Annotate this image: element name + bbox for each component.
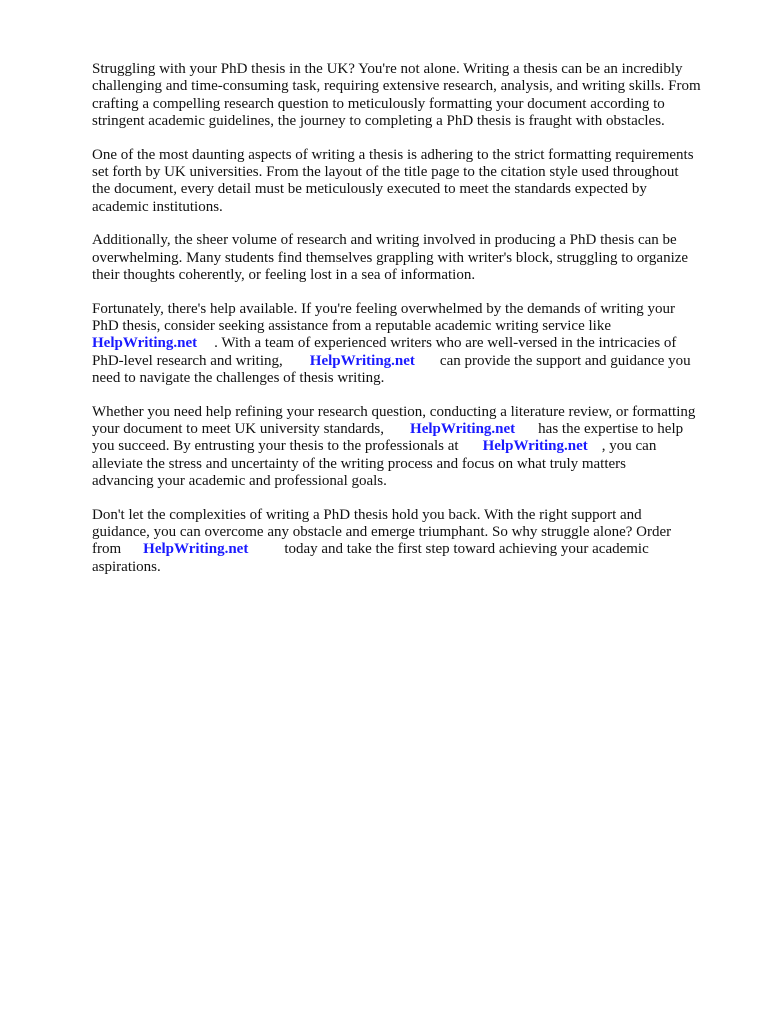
paragraph-line: Whether you need help refining your research question, conducting a literature review, or formatting (92, 403, 696, 420)
paragraph-text: has the expertise to help (538, 421, 684, 438)
document-body (92, 61, 722, 592)
paragraph-line: academic institutions. (92, 198, 223, 215)
paragraph-text: PhD-level research and writing, (92, 352, 283, 369)
paragraph-line: their thoughts coherently, or feeling lost in a sea of information. (92, 266, 476, 283)
paragraph-line: overwhelming. Many students find themselves grappling with writer's block, struggling to organize (92, 249, 689, 266)
paragraph-line: One of the most daunting aspects of writing a thesis is adhering to the strict formatting requirements (92, 146, 694, 163)
paragraph-line: stringent academic guidelines, the journey to completing a PhD thesis is fraught with obstacles. (92, 112, 665, 129)
paragraph-line: guidance, you can overcome any obstacle and emerge triumphant. So why struggle alone? Order (92, 524, 672, 541)
paragraph-line: Struggling with your PhD thesis in the UK? You're not alone. Writing a thesis can be an incredibly (92, 61, 683, 77)
paragraph-line: alleviate the stress and uncertainty of the writing process and focus on what truly matters (92, 455, 627, 472)
paragraph-text: from (92, 541, 122, 558)
paragraph-text: today and take the first step toward achieving your academic (284, 541, 649, 558)
paragraph-text: your document to meet UK university standards, (92, 421, 385, 438)
paragraph-line: Don't let the complexities of writing a PhD thesis hold you back. With the right support and (92, 506, 642, 523)
paragraph-line (92, 335, 722, 352)
paragraph-6 (92, 507, 722, 576)
paragraph-line: Fortunately, there's help available. If you're feeling overwhelmed by the demands of writing your (92, 300, 676, 317)
paragraph-5 (92, 404, 722, 490)
paragraph-line: the document, every detail must be meticulously executed to meet the standards expected by (92, 181, 647, 198)
paragraph-line: set forth by UK universities. From the layout of the title page to the citation style used throughout (92, 163, 679, 180)
paragraph-line: challenging and time-consuming task, requiring extensive research, analysis, and writing skills. From (92, 78, 701, 95)
paragraph-line (92, 438, 722, 455)
paragraph-line: advancing your academic and professional goals. (92, 472, 387, 489)
paragraph-text: can provide the support and guidance you (439, 352, 691, 369)
paragraph-line: crafting a compelling research question to meticulously formatting your document according to (92, 95, 665, 112)
paragraph-line: aspirations. (92, 558, 161, 575)
paragraph-line (92, 541, 722, 558)
helpwriting-link[interactable]: HelpWriting.net (410, 421, 516, 438)
paragraph-3 (92, 232, 722, 284)
paragraph-text: you succeed. By entrusting your thesis to the professionals at (92, 438, 459, 455)
paragraph-line: Additionally, the sheer volume of research and writing involved in producing a PhD thesis can be (92, 232, 677, 249)
paragraph-2 (92, 147, 722, 216)
paragraph-1 (92, 61, 722, 130)
helpwriting-link[interactable]: HelpWriting.net (482, 438, 588, 455)
paragraph-line (92, 421, 722, 438)
helpwriting-link[interactable]: HelpWriting.net (143, 541, 249, 558)
paragraph-text: , you can (601, 438, 657, 455)
paragraph-4 (92, 301, 722, 387)
paragraph-line: need to navigate the challenges of thesis writing. (92, 369, 385, 386)
helpwriting-link[interactable]: HelpWriting.net (92, 335, 198, 352)
helpwriting-link[interactable]: HelpWriting.net (309, 352, 415, 369)
paragraph-line: PhD thesis, consider seeking assistance from a reputable academic writing service like (92, 318, 611, 335)
paragraph-line (92, 353, 722, 370)
paragraph-text: . With a team of experienced writers who are well-versed in the intricacies of (214, 335, 677, 352)
